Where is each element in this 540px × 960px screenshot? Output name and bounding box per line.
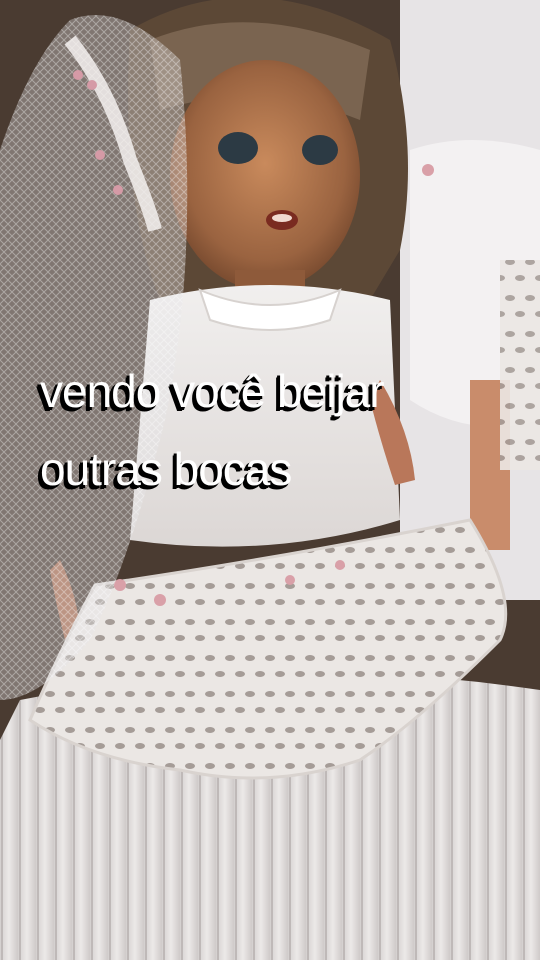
doll-left-eye <box>218 132 258 164</box>
caption-line-1: vendo você beijar <box>40 365 384 417</box>
caption-line-2: outras bocas <box>40 443 292 495</box>
doll-face <box>170 60 360 290</box>
doll-right-eye <box>302 135 338 165</box>
meme-caption <box>40 352 520 508</box>
